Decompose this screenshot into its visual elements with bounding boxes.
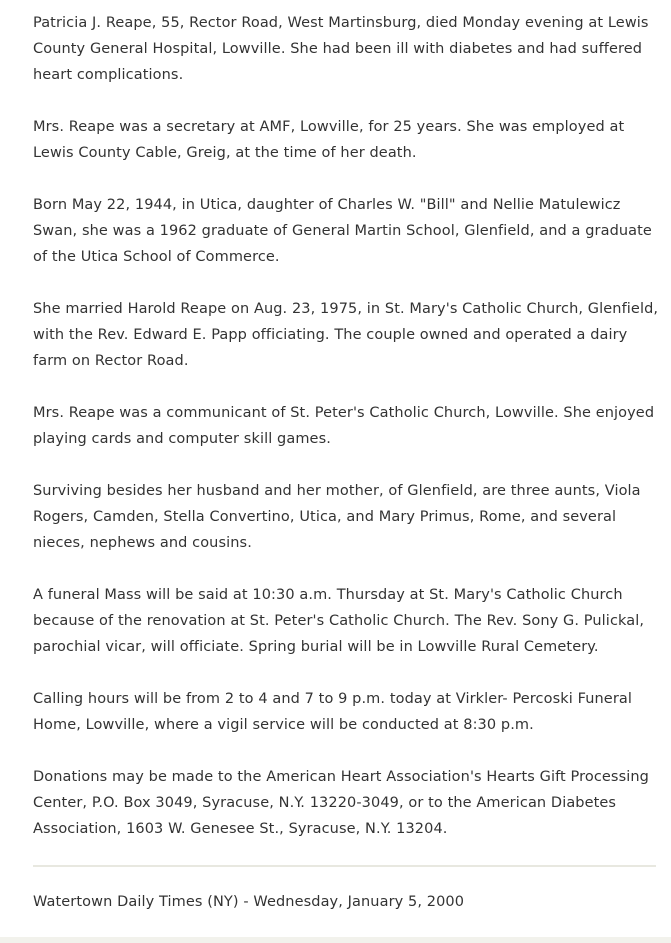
obituary-article	[33, 10, 663, 868]
paragraph-church-hobbies: Mrs. Reape was a communicant of St. Peter's Catholic Church, Lowville. She enjoyed playing cards and computer skill games.	[33, 405, 655, 447]
paragraph-survivors: Surviving besides her husband and her mother, of Glenfield, are three aunts, Viola Rogers, Camden, Stella Convertino, Utica, and Mary Primus, Rome, and several nieces, nephews and cousins.	[33, 483, 641, 551]
paragraph-calling-hours: Calling hours will be from 2 to 4 and 7 to 9 p.m. today at Virkler- Percoski Funeral Home, Lowville, where a vigil service will be conducted at 8:30 p.m.	[33, 691, 633, 733]
paragraph-marriage: She married Harold Reape on Aug. 23, 1975, in St. Mary's Catholic Church, Glenfield, with the Rev. Edward E. Papp officiating. The couple owned and operated a dairy farm on Rector Road.	[33, 301, 659, 369]
paragraph-employment: Mrs. Reape was a secretary at AMF, Lowville, for 25 years. She was employed at Lewis County Cable, Greig, at the time of her death.	[33, 119, 625, 161]
paragraph-death-notice: Patricia J. Reape, 55, Rector Road, West Martinsburg, died Monday evening at Lewis County General Hospital, Lowville. She had been ill with diabetes and had suffered heart complications.	[33, 15, 649, 83]
footer-band	[0, 937, 671, 943]
source-citation: Watertown Daily Times (NY) - Wednesday, January 5, 2000	[33, 894, 465, 910]
paragraph-funeral-mass: A funeral Mass will be said at 10:30 a.m. Thursday at St. Mary's Catholic Church because of the renovation at St. Peter's Catholic Church. The Rev. Sony G. Pulickal, parochial vicar, will officiate. Spring burial will be in Lowville Rural Cemetery.	[33, 587, 645, 655]
paragraph-birth-education: Born May 22, 1944, in Utica, daughter of Charles W. "Bill" and Nellie Matulewicz Swan, she was a 1962 graduate of General Martin School, Glenfield, and a graduate of the Utica School of Commerce.	[33, 197, 652, 265]
divider	[33, 865, 656, 867]
paragraph-donations: Donations may be made to the American Heart Association's Hearts Gift Processing Center, P.O. Box 3049, Syracuse, N.Y. 13220-3049, or to the American Diabetes Association, 1603 W. Genesee St., Syracuse, N.Y. 13204.	[33, 769, 649, 837]
